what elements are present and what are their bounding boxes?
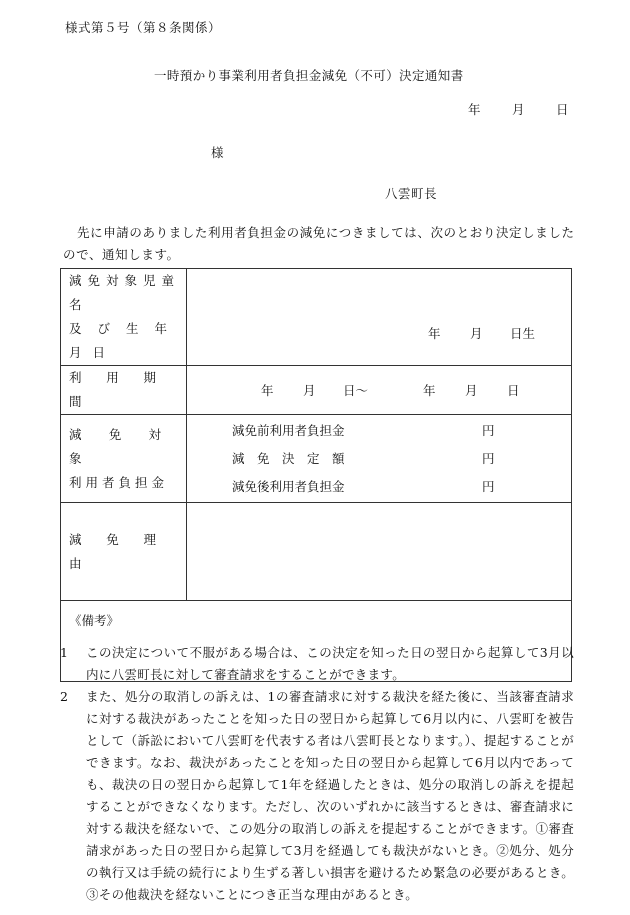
period-label-cell <box>61 366 187 415</box>
document-title: 一時預かり事業利用者負担金減免（不可）決定通知書 <box>154 68 464 83</box>
child-label-line1: 減免対象児童名 <box>69 273 178 312</box>
reason-label: 減免理由 <box>69 531 178 571</box>
child-label-line2: 及び生年月日 <box>69 321 178 360</box>
note-item <box>60 686 574 906</box>
period-from-year: 年 <box>261 383 274 398</box>
burden-reduction-unit: 円 <box>482 450 495 466</box>
decision-table <box>60 268 572 682</box>
burden-before-unit: 円 <box>482 422 495 438</box>
burden-row <box>61 415 572 503</box>
period-value-cell <box>187 366 572 415</box>
burden-reduction-row <box>187 445 571 473</box>
period-label: 利用期間 <box>69 370 178 409</box>
birth-year: 年 <box>427 326 441 341</box>
birth-day: 日生 <box>509 326 535 341</box>
period-from-month: 月 <box>303 383 316 398</box>
addressee-suffix: 様 <box>211 145 224 160</box>
issue-date <box>468 100 569 118</box>
reason-row <box>61 503 572 601</box>
burden-after-label: 減免後利用者負担金 <box>232 478 345 494</box>
period-to-year: 年 <box>423 383 436 398</box>
date-month: 月 <box>512 102 525 117</box>
child-row <box>61 269 572 366</box>
note-item <box>60 642 574 686</box>
date-day: 日 <box>556 102 569 117</box>
note-text: この決定について不服がある場合は、この決定を知った日の翌日から起算して3月以内に八雲町長に対して審査請求をすることができます。 <box>86 645 574 682</box>
child-label-cell <box>61 269 187 366</box>
note-text: また、処分の取消しの訴えは、1の審査請求に対する裁決を経た後に、当該審査請求に対する裁決があったことを知った日の翌日から起算して6月以内に、八雲町を被告として（訴訟において八雲町を代表する者は八雲町長となります。）、提起することができます。なお、裁決があったことを知った日の翌日から起算して6月以内であっても、裁決の日の翌日から起算して1年を経過したときは、処分の取消しの訴えを提起することができなくなります。ただし、次のいずれかに該当するときは、審査請求に対する裁決を経ないで、この処分の取消しの訴えを提起することができます。①審査請求があった日の翌日から起算して3月を経過しても裁決がないとき。②処分、処分の執行又は手続の続行により生ずる著しい損害を避けるため緊急の必要があるとき。③その他裁決を経ないことにつき正当な理由があるとき。 <box>86 689 574 902</box>
child-value-cell <box>187 269 572 366</box>
notes-section <box>60 642 574 906</box>
intro-text: 先に申請のありました利用者負担金の減免につきましては、次のとおり決定しましたので、通知します。 <box>63 225 575 262</box>
form-number: 様式第５号（第８条関係） <box>65 20 222 35</box>
burden-after-unit: 円 <box>482 478 495 494</box>
burden-before-label: 減免前利用者負担金 <box>232 422 345 438</box>
remarks-label: 《備考》 <box>69 613 120 628</box>
note-number: 2 <box>60 689 68 704</box>
birth-month: 月 <box>469 326 483 341</box>
intro-paragraph <box>63 222 577 266</box>
period-to-day: 日 <box>507 383 520 398</box>
burden-before-row <box>187 417 571 445</box>
burden-after-row <box>187 473 571 501</box>
burden-reduction-label: 減 免 決 定 額 <box>232 450 345 466</box>
date-year: 年 <box>468 102 481 117</box>
period-row <box>61 366 572 415</box>
burden-value-cell <box>187 415 572 503</box>
burden-label-line1: 減免対象 <box>69 426 178 466</box>
usage-period <box>187 381 571 399</box>
burden-label-line2: 利用者負担金 <box>69 474 169 490</box>
burden-label-cell <box>61 415 187 503</box>
issuer-name: 八雲町長 <box>385 186 438 201</box>
period-from-day: 日～ <box>343 383 369 398</box>
child-birth-date <box>428 324 535 342</box>
period-to-month: 月 <box>465 383 478 398</box>
reason-label-cell <box>61 503 187 601</box>
reason-value-cell <box>187 503 572 601</box>
note-number: 1 <box>60 645 68 660</box>
